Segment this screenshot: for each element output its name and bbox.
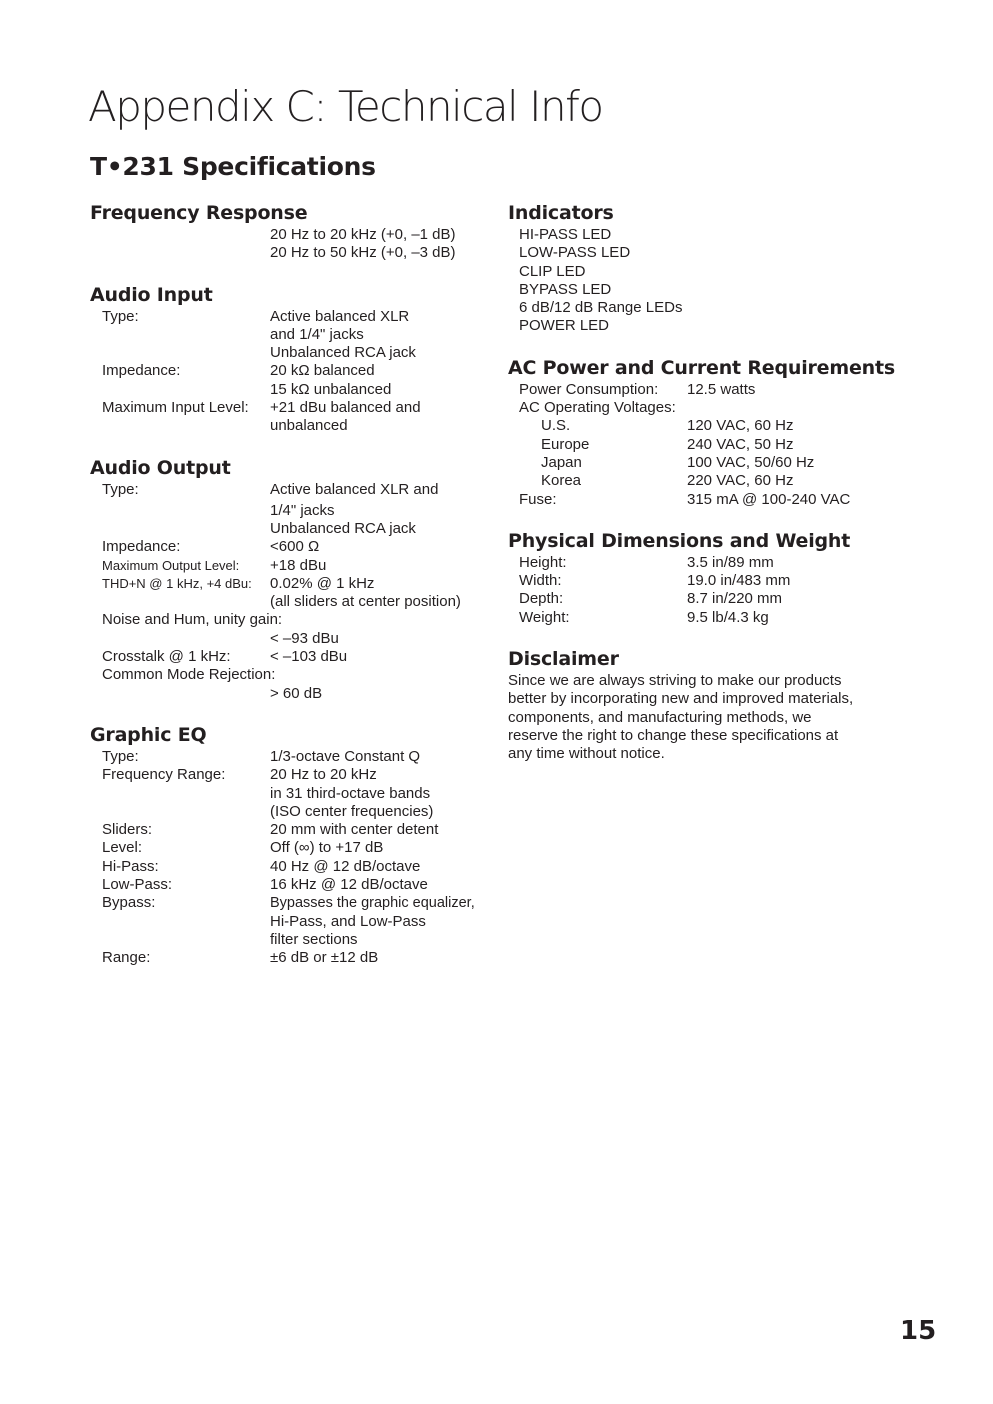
spec-value: 19.0 in/483 mm xyxy=(687,572,791,590)
spec-label: U.S. xyxy=(541,417,571,435)
spec-label: Height: xyxy=(519,553,567,571)
disclaimer-line: better by incorporating new and improved materials, xyxy=(508,690,854,708)
left-column xyxy=(90,200,490,968)
list-item: HI-PASS LED xyxy=(519,226,612,243)
section-heading: Graphic EQ xyxy=(90,723,207,746)
spec-value: filter sections xyxy=(270,930,358,948)
spec-label: Depth: xyxy=(519,590,564,608)
spec-label: Japan xyxy=(541,453,582,471)
frequency-response-section xyxy=(90,200,490,263)
spec-value: Active balanced XLR xyxy=(270,307,410,325)
spec-value: (ISO center frequencies) xyxy=(270,802,434,820)
disclaimer-section xyxy=(508,646,908,763)
spec-label: Common Mode Rejection: xyxy=(102,666,276,684)
spec-label: Fuse: xyxy=(519,490,557,508)
spec-value: < –93 dBu xyxy=(270,629,339,647)
spec-value: <600 Ω xyxy=(270,538,320,556)
spec-value: unbalanced xyxy=(270,417,348,435)
spec-label: AC Operating Voltages: xyxy=(519,399,676,417)
spec-value: 8.7 in/220 mm xyxy=(687,590,783,608)
spec-label: Impedance: xyxy=(102,538,181,556)
spec-label: Noise and Hum, unity gain: xyxy=(102,611,283,629)
spec-label: Type: xyxy=(102,747,139,765)
spec-value: Unbalanced RCA jack xyxy=(270,519,416,537)
spec-value: 220 VAC, 60 Hz xyxy=(687,472,794,490)
spec-label: Crosstalk @ 1 kHz: xyxy=(102,648,231,666)
spec-label: Bypass: xyxy=(102,894,156,912)
disclaimer-line: any time without notice. xyxy=(508,745,665,763)
spec-value: 12.5 watts xyxy=(687,380,756,398)
spec-value: 1/3-octave Constant Q xyxy=(270,747,421,765)
page-title: Appendix C: Technical Info xyxy=(88,82,603,131)
spec-label: Hi-Pass: xyxy=(102,857,159,875)
spec-value: 40 Hz @ 12 dB/octave xyxy=(270,857,421,875)
spec-label: Type: xyxy=(102,480,139,498)
spec-value: Off (∞) to +17 dB xyxy=(270,839,384,857)
spec-value: Hi-Pass, and Low-Pass xyxy=(270,912,426,930)
spec-label: Power Consumption: xyxy=(519,380,659,398)
spec-value: +21 dBu balanced and xyxy=(270,399,421,417)
spec-label: Europe xyxy=(541,435,590,453)
spec-value: Unbalanced RCA jack xyxy=(270,344,416,362)
spec-label: Low-Pass: xyxy=(102,876,173,894)
list-item: POWER LED xyxy=(519,317,610,335)
section-heading: Physical Dimensions and Weight xyxy=(508,529,851,552)
spec-value: 120 VAC, 60 Hz xyxy=(687,417,794,435)
spec-value: in 31 third-octave bands xyxy=(270,784,431,802)
spec-value: (all sliders at center position) xyxy=(270,593,461,611)
spec-label: Type: xyxy=(102,307,139,325)
section-heading: Frequency Response xyxy=(90,202,308,224)
disclaimer-line: Since we are always striving to make our products xyxy=(508,672,842,690)
spec-value: 20 Hz to 20 kHz (+0, –1 dB) xyxy=(270,226,456,243)
section-heading: Indicators xyxy=(508,202,614,224)
spec-value: 16 kHz @ 12 dB/octave xyxy=(270,876,428,894)
spec-value: +18 dBu xyxy=(270,556,327,574)
ac-power-section xyxy=(508,355,908,509)
spec-value: 15 kΩ unbalanced xyxy=(270,380,392,398)
spec-value: 20 Hz to 20 kHz xyxy=(270,766,377,784)
spec-value: 100 VAC, 50/60 Hz xyxy=(687,453,815,471)
section-heading: AC Power and Current Requirements xyxy=(508,356,895,379)
spec-value: 315 mA @ 100-240 VAC xyxy=(687,490,851,508)
page-subtitle: T•231 Specifications xyxy=(90,152,376,181)
spec-value: 9.5 lb/4.3 kg xyxy=(687,608,769,626)
spec-label: Weight: xyxy=(519,608,570,626)
spec-label: Level: xyxy=(102,839,143,857)
spec-value: ±6 dB or ±12 dB xyxy=(270,949,379,967)
disclaimer-line: components, and manufacturing methods, we xyxy=(508,708,812,726)
spec-label: Maximum Input Level: xyxy=(102,399,249,417)
spec-value: 20 kΩ balanced xyxy=(270,362,375,380)
right-column xyxy=(508,200,908,764)
spec-value: 240 VAC, 50 Hz xyxy=(687,435,794,453)
list-item: 6 dB/12 dB Range LEDs xyxy=(519,299,683,317)
section-heading: Audio Input xyxy=(90,283,213,306)
spec-value: < –103 dBu xyxy=(270,648,348,666)
spec-value: > 60 dB xyxy=(270,684,323,702)
indicators-section xyxy=(508,200,908,336)
spec-value: Active balanced XLR and xyxy=(270,480,439,498)
spec-value: 3.5 in/89 mm xyxy=(687,553,774,571)
list-item: CLIP LED xyxy=(519,262,586,280)
spec-label: Maximum Output Level: xyxy=(102,557,240,573)
spec-label: THD+N @ 1 kHz, +4 dBu: xyxy=(102,575,252,591)
spec-value: 20 mm with center detent xyxy=(270,821,439,839)
disclaimer-line: reserve the right to change these specifications at xyxy=(508,726,839,744)
audio-input-section xyxy=(90,282,490,436)
spec-value: 20 Hz to 50 kHz (+0, –3 dB) xyxy=(270,244,456,262)
spec-value: 1/4" jacks xyxy=(270,501,335,519)
spec-value: 0.02% @ 1 kHz xyxy=(270,574,375,592)
spec-label: Impedance: xyxy=(102,362,181,380)
audio-output-section xyxy=(90,455,490,703)
spec-value: and 1/4" jacks xyxy=(270,325,364,343)
spec-label: Range: xyxy=(102,949,151,967)
spec-label: Frequency Range: xyxy=(102,766,226,784)
list-item: LOW-PASS LED xyxy=(519,244,631,262)
physical-section xyxy=(508,528,908,627)
section-heading: Disclaimer xyxy=(508,648,619,671)
section-heading: Audio Output xyxy=(90,456,231,479)
spec-label: Width: xyxy=(519,572,562,590)
spec-value: Bypasses the graphic equalizer, xyxy=(270,895,475,912)
page-number: 15 xyxy=(900,1316,937,1346)
spec-label: Sliders: xyxy=(102,821,153,839)
graphic-eq-section xyxy=(90,722,490,968)
disclaimer-text xyxy=(508,672,908,763)
list-item: BYPASS LED xyxy=(519,280,612,298)
spec-label: Korea xyxy=(541,472,582,490)
